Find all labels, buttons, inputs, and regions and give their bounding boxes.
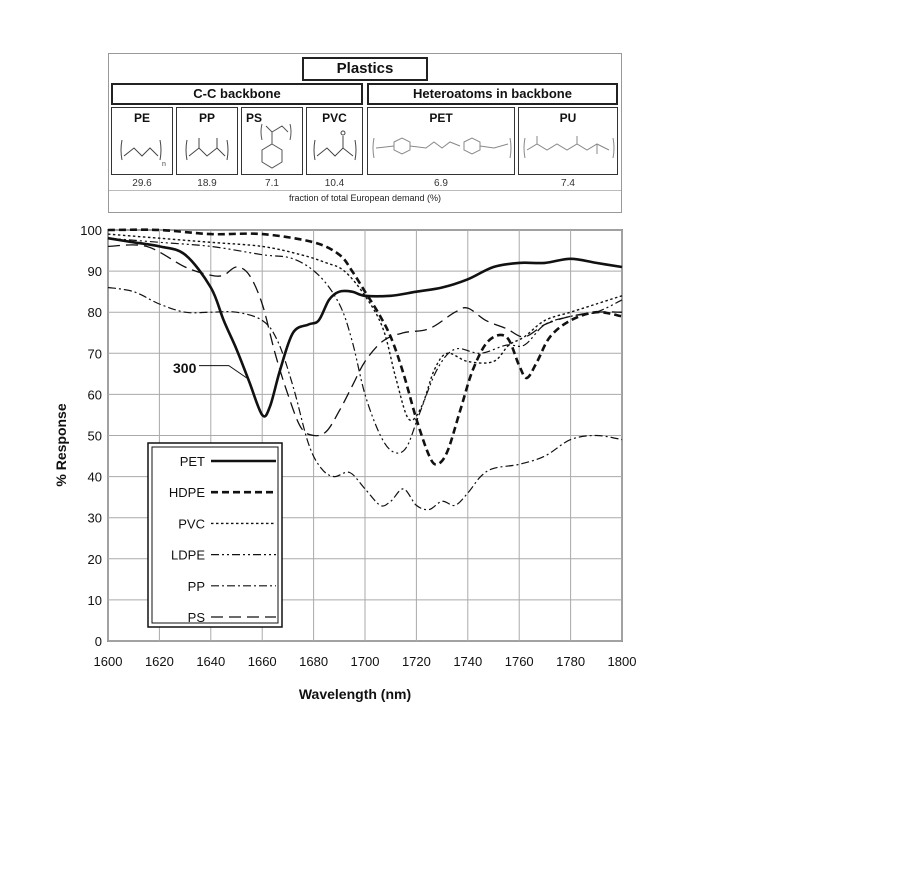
x-tick-label: 1720 <box>401 654 431 669</box>
x-tick-label: 1660 <box>247 654 277 669</box>
x-tick-label: 1760 <box>504 654 534 669</box>
y-tick-label: 30 <box>87 510 102 526</box>
polymer-name: PU <box>559 111 577 125</box>
x-tick-label: 1740 <box>453 654 483 669</box>
pct-pe: 29.6 <box>132 178 152 189</box>
y-tick-label: 70 <box>87 346 102 362</box>
pct-pet: 6.9 <box>434 178 448 189</box>
annotation-label: 300 <box>173 360 197 376</box>
y-tick-label: 90 <box>87 264 102 280</box>
legend-label-pp: PP <box>187 578 205 594</box>
x-tick-label: 1620 <box>144 654 174 669</box>
y-tick-label: 80 <box>87 305 102 321</box>
legend-label-pet: PET <box>179 454 205 469</box>
y-axis-ticks <box>80 223 102 649</box>
cc-backbone-header: C-C backbone <box>111 83 363 105</box>
y-tick-label: 60 <box>87 387 102 403</box>
svg-text:n: n <box>162 161 166 168</box>
x-axis-label: Wavelength (nm) <box>298 686 412 702</box>
legend-label-pvc: PVC <box>178 516 205 532</box>
y-axis-label: % Response <box>53 403 69 487</box>
x-tick-label: 1800 <box>607 654 637 669</box>
pct-ps: 7.1 <box>265 178 279 189</box>
polymer-name: PVC <box>322 111 347 125</box>
y-tick-label: 0 <box>94 634 102 649</box>
x-tick-label: 1600 <box>93 654 123 669</box>
legend <box>148 443 282 627</box>
polymer-name: PS <box>246 111 263 125</box>
x-tick-label: 1780 <box>556 654 586 669</box>
polymer-name: PE <box>133 111 150 125</box>
legend-label-ps: PS <box>187 610 205 625</box>
polymer-name: PP <box>198 111 215 125</box>
pct-pp: 18.9 <box>197 178 217 189</box>
y-tick-label: 50 <box>87 428 102 444</box>
table-title: Plastics <box>302 57 428 81</box>
x-tick-label: 1680 <box>299 654 329 669</box>
y-tick-label: 40 <box>87 469 102 485</box>
legend-label-ldpe: LDPE <box>171 547 205 563</box>
y-tick-label: 10 <box>87 592 102 608</box>
polymer-name: PET <box>429 111 453 125</box>
legend-label-hdpe: HDPE <box>168 485 205 501</box>
pct-pu: 7.4 <box>561 178 575 189</box>
y-tick-label: 20 <box>87 551 102 567</box>
x-tick-label: 1640 <box>196 654 226 669</box>
pct-pvc: 10.4 <box>324 178 345 189</box>
y-tick-label: 100 <box>80 223 102 238</box>
x-axis-ticks <box>94 654 637 669</box>
x-tick-label: 1700 <box>350 654 380 669</box>
heteroatoms-header: Heteroatoms in backbone <box>367 83 618 105</box>
legend-box <box>148 443 282 627</box>
table-footer: fraction of total European demand (%) <box>109 190 621 209</box>
